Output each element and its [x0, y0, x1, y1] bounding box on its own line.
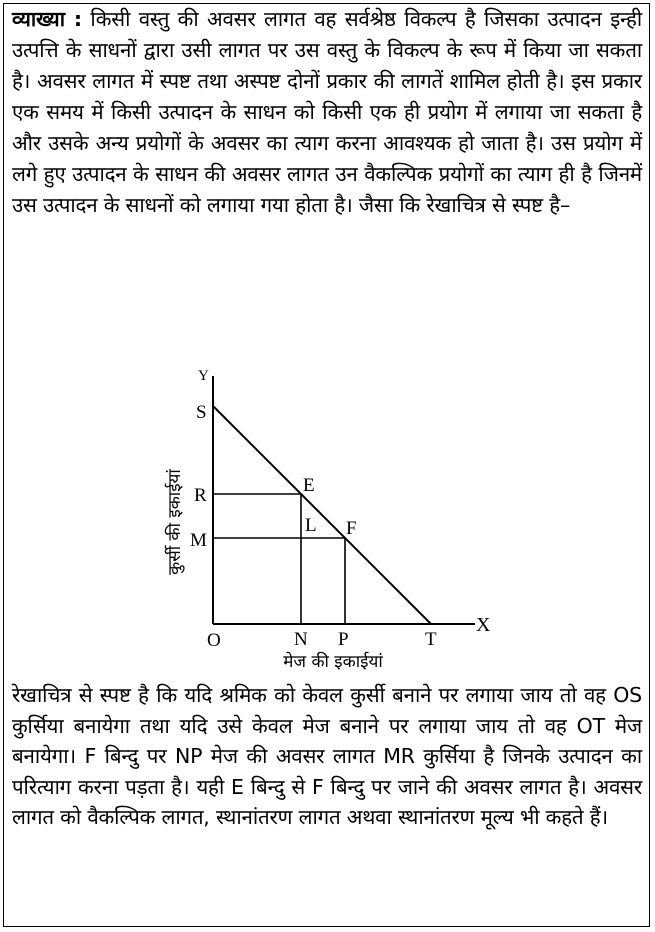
origin-letter: O: [207, 630, 221, 651]
point-m-label: M: [190, 530, 207, 551]
explanation-text: किसी वस्तु की अवसर लागत वह सर्वश्रेष्ठ विकल्प है जिसका उत्पादन इन्ही उत्पत्ति के साधनों द्वारा उसी लागत पर उस वस्तु के विकल्प के रूप में किया जा सकता है। अवसर लागत में स्पष्ट तथा अस्पष्ट दोनों प्रकार की लागतें शामिल होती है। इस प्रकार एक समय में किसी उत्पादन के साधन को किसी एक ही प्रयोग में लगाया जा सकता है और उसके अन्य प्रयोगों के अवसर का त्याग करना आवश्यक हो जाता है। उस प्रयोग में लगे हुए उत्पादन के साधन की अवसर लागत उन वैकल्पिक प्रयोगों का त्याग ही है जिनमें उस उत्पादन के साधनों को लगाया गया होता है। जैसा कि रेखाचित्र से स्पष्ट है–: [12, 7, 642, 217]
x-axis-letter: X: [476, 614, 491, 636]
explanation-label: व्याख्या :: [12, 7, 82, 31]
point-t-label: T: [425, 629, 437, 650]
production-possibility-line: [213, 406, 431, 624]
point-p-label: P: [338, 629, 349, 650]
x-axis-title: मेज की इकाईयां: [283, 652, 383, 672]
y-axis-title: कुर्सी की इकाईयां: [165, 469, 185, 575]
opportunity-cost-diagram: [150, 362, 510, 680]
point-r-label: R: [194, 485, 207, 506]
point-f-label: F: [346, 518, 357, 539]
conclusion-paragraph: रेखाचित्र से स्पष्ट है कि यदि श्रमिक को केवल कुर्सी बनाने पर लगाया जाय तो वह OS कुर्सिया बनायेगा तथा यदि उसे केवल मेज बनाने पर लगाया जाय तो वह OT मेज बनायेगा। F बिन्दु पर NP मेज की अवसर लागत MR कुर्सिया है जिनके उत्पादन का परित्याग करना पड़ता है। यही E बिन्दु से F बिन्दु पर जाने की अवसर लागत है। अवसर लागत को वैकल्पिक लागत, स्थानांतरण लागत अथवा स्थानांतरण मूल्य भी कहते हैं।: [12, 683, 642, 829]
point-l-label: L: [305, 515, 317, 536]
point-n-label: N: [294, 629, 308, 650]
y-axis-letter: Y: [198, 368, 209, 384]
point-e-label: E: [303, 475, 315, 496]
point-s-label: S: [196, 402, 207, 423]
explanation-paragraph: [12, 4, 642, 221]
